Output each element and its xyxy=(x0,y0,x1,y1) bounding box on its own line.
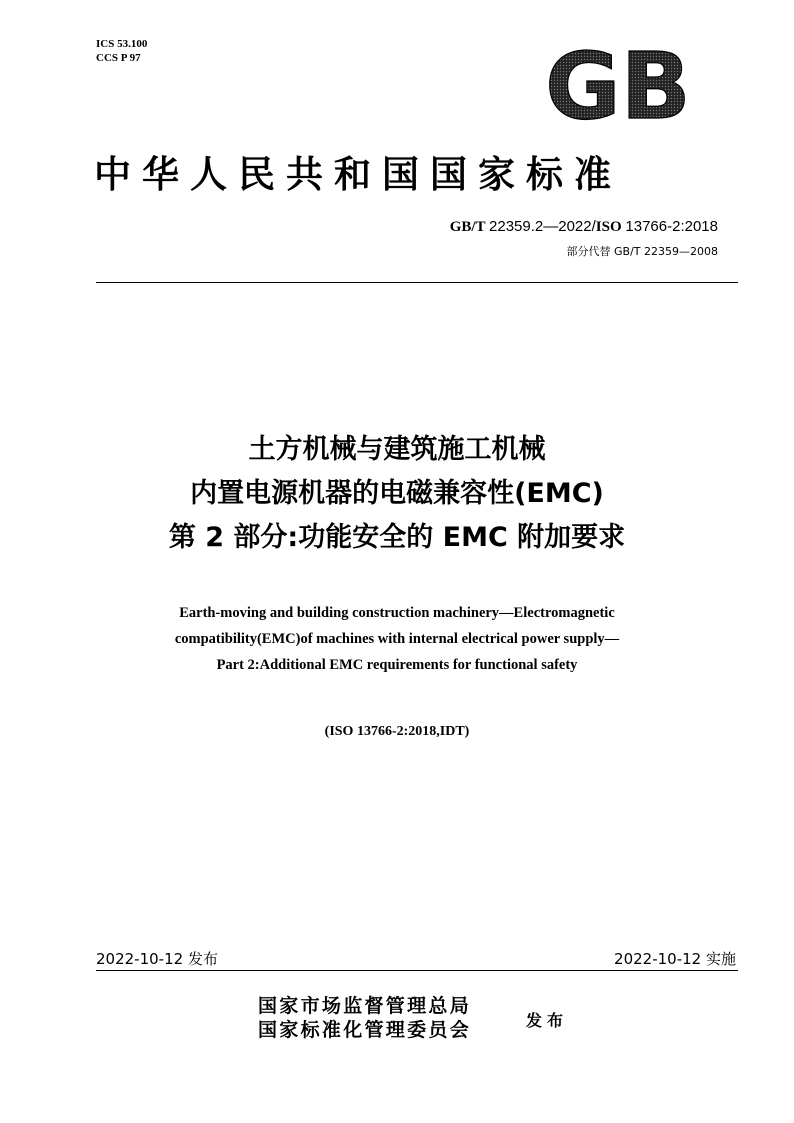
english-title-line-2: compatibility(EMC)of machines with internal electrical power supply— xyxy=(174,631,620,647)
issuer-sac: 国家标准化管理委员会 xyxy=(258,1019,472,1041)
chinese-title-line-3: 第 2 部分:功能安全的 EMC 附加要求 xyxy=(168,522,626,553)
iso-number: 13766-2:2018 xyxy=(625,218,718,235)
iso-prefix: ISO xyxy=(595,219,622,235)
org-title: 中华人民共和国国家标准 xyxy=(94,152,622,196)
ics-code: ICS 53.100 xyxy=(96,38,148,50)
english-title-line-1: Earth-moving and building construction machinery—Electromagnetic xyxy=(179,605,615,621)
issuer-samr: 国家市场监督管理总局 xyxy=(258,995,472,1017)
iso-equivalence: (ISO 13766-2:2018,IDT) xyxy=(324,724,470,739)
issue-label: 发布 xyxy=(526,1011,569,1030)
standard-number xyxy=(450,218,718,236)
ccs-code: CCS P 97 xyxy=(96,52,141,64)
classification-codes xyxy=(96,37,147,65)
english-title-line-3: Part 2:Additional EMC requirements for functional safety xyxy=(216,657,578,673)
footer-divider xyxy=(96,970,738,971)
standard-main-number: 22359.2—2022/ xyxy=(489,218,596,235)
chinese-title-line-2: 内置电源机器的电磁兼容性(EMC) xyxy=(190,478,604,509)
chinese-title xyxy=(0,428,794,560)
svg-text:GB: GB xyxy=(545,46,691,124)
publish-date: 2022-10-12 发布 xyxy=(96,950,218,968)
issuing-authorities xyxy=(258,994,471,1042)
replaces-note: 部分代替 GB/T 22359—2008 xyxy=(566,245,718,258)
chinese-title-line-1: 土方机械与建筑施工机械 xyxy=(248,434,546,465)
english-title xyxy=(0,600,794,678)
standard-prefix: GB/T xyxy=(449,219,486,235)
header-divider xyxy=(96,282,738,283)
implementation-date: 2022-10-12 实施 xyxy=(614,950,736,968)
gb-logo-icon xyxy=(538,46,698,124)
